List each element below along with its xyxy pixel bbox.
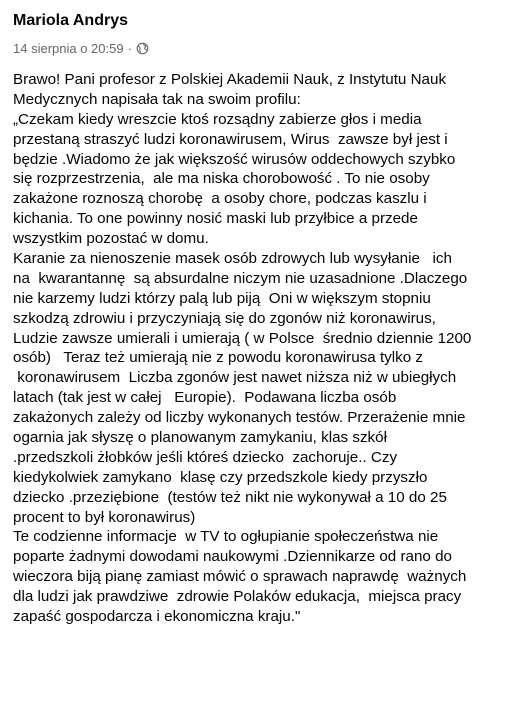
post-text-line: koronawirusem Liczba zgonów jest nawet niższa niż w ubiegłych: [13, 369, 457, 387]
post-text-line: dla ludzi jak prawdziwe zdrowie Polaków edukacja, miejsca pracy: [13, 588, 462, 606]
post-text-line: wieczora biją pianę zamiast mówić o sprawach naprawdę ważnych: [13, 568, 467, 586]
post-text-line: poparte żadnymi dowodami naukowymi .Dziennikarze od rano do: [13, 548, 452, 566]
post-text-line: Ludzie zawsze umierali i umierają ( w Polsce średnio dziennie 1200: [13, 329, 472, 347]
post-text-line: przestaną straszyć ludzi koronawirusem, Wirus zawsze był jest i: [13, 130, 448, 148]
post-text-line: .przedszkoli żłobków jeśli któreś dziecko zachoruje.. Czy: [13, 448, 398, 466]
post-text-line: Karanie za nienoszenie masek osób zdrowych lub wysyłanie ich: [13, 250, 452, 268]
meta-separator: ·: [127, 41, 132, 56]
post-text-line: Te codzienne informacje w TV to ogłupianie społeczeństwa nie: [13, 528, 439, 546]
post-text-line: nie karzemy ludzi którzy palą lub piją Oni w większym stopniu: [13, 289, 431, 307]
post-text-line: dziecko .przeziębione (testów też nikt nie wykonywał a 10 do 25: [13, 488, 447, 506]
post-text-line: wszystkim pozostać w domu.: [13, 230, 209, 248]
post-text-line: latach (tak jest w całej Europie). Podawana liczba osób: [13, 389, 397, 407]
post-text-line: ogarnia jak słyszę o planowanym zamykaniu, klas szkół: [13, 429, 387, 447]
post-text-line: kiedykolwiek zamykano klasę czy przedszkole kiedy przyszło: [13, 468, 428, 486]
post-text-line: Brawo! Pani profesor z Polskiej Akademii Nauk, z Instytutu Nauk: [13, 71, 447, 88]
post-text-line: zapaść gospodarcza i ekonomiczna kraju.": [13, 608, 301, 626]
post-text-line: zakażone roznoszą chorobę a osoby chore, podczas kaszlu i: [13, 190, 427, 208]
post-text-line: „Czekam kiedy wreszcie ktoś rozsądny zabierze głos i media: [13, 110, 422, 128]
post-text-line: na kwarantannę są absurdalne niczym nie uzasadnione .Dlaczego: [13, 269, 468, 287]
post-text-line: Medycznych napisała tak na swoim profilu:: [13, 90, 301, 108]
post-meta: [13, 41, 149, 56]
globe-icon[interactable]: [136, 42, 149, 55]
post-text-line: szkodzą zdrowiu i przyczyniają się do zgonów niż koronawirus,: [13, 309, 436, 327]
post-text-line: procent to był koronawirus): [13, 508, 196, 526]
post-body: [13, 70, 521, 627]
author-name[interactable]: Mariola Andrys: [13, 12, 128, 29]
post-timestamp[interactable]: 14 sierpnia o 20:59: [13, 41, 124, 56]
post-text-line: będzie .Wiadomo że jak większość wirusów oddechowych szybko: [13, 150, 456, 168]
post-text-line: się rozprzestrzenia, ale ma niska chorobowość . To nie osoby: [13, 170, 430, 188]
post-text-line: zakażonych zależy od liczby wykonanych testów. Przerażenie mnie: [13, 409, 466, 427]
post-text-line: kichania. To one powinny nosić maski lub przyłbice a przede: [13, 210, 418, 228]
post-text-line: osób) Teraz też umierają nie z powodu koronawirusa tylko z: [13, 349, 423, 367]
